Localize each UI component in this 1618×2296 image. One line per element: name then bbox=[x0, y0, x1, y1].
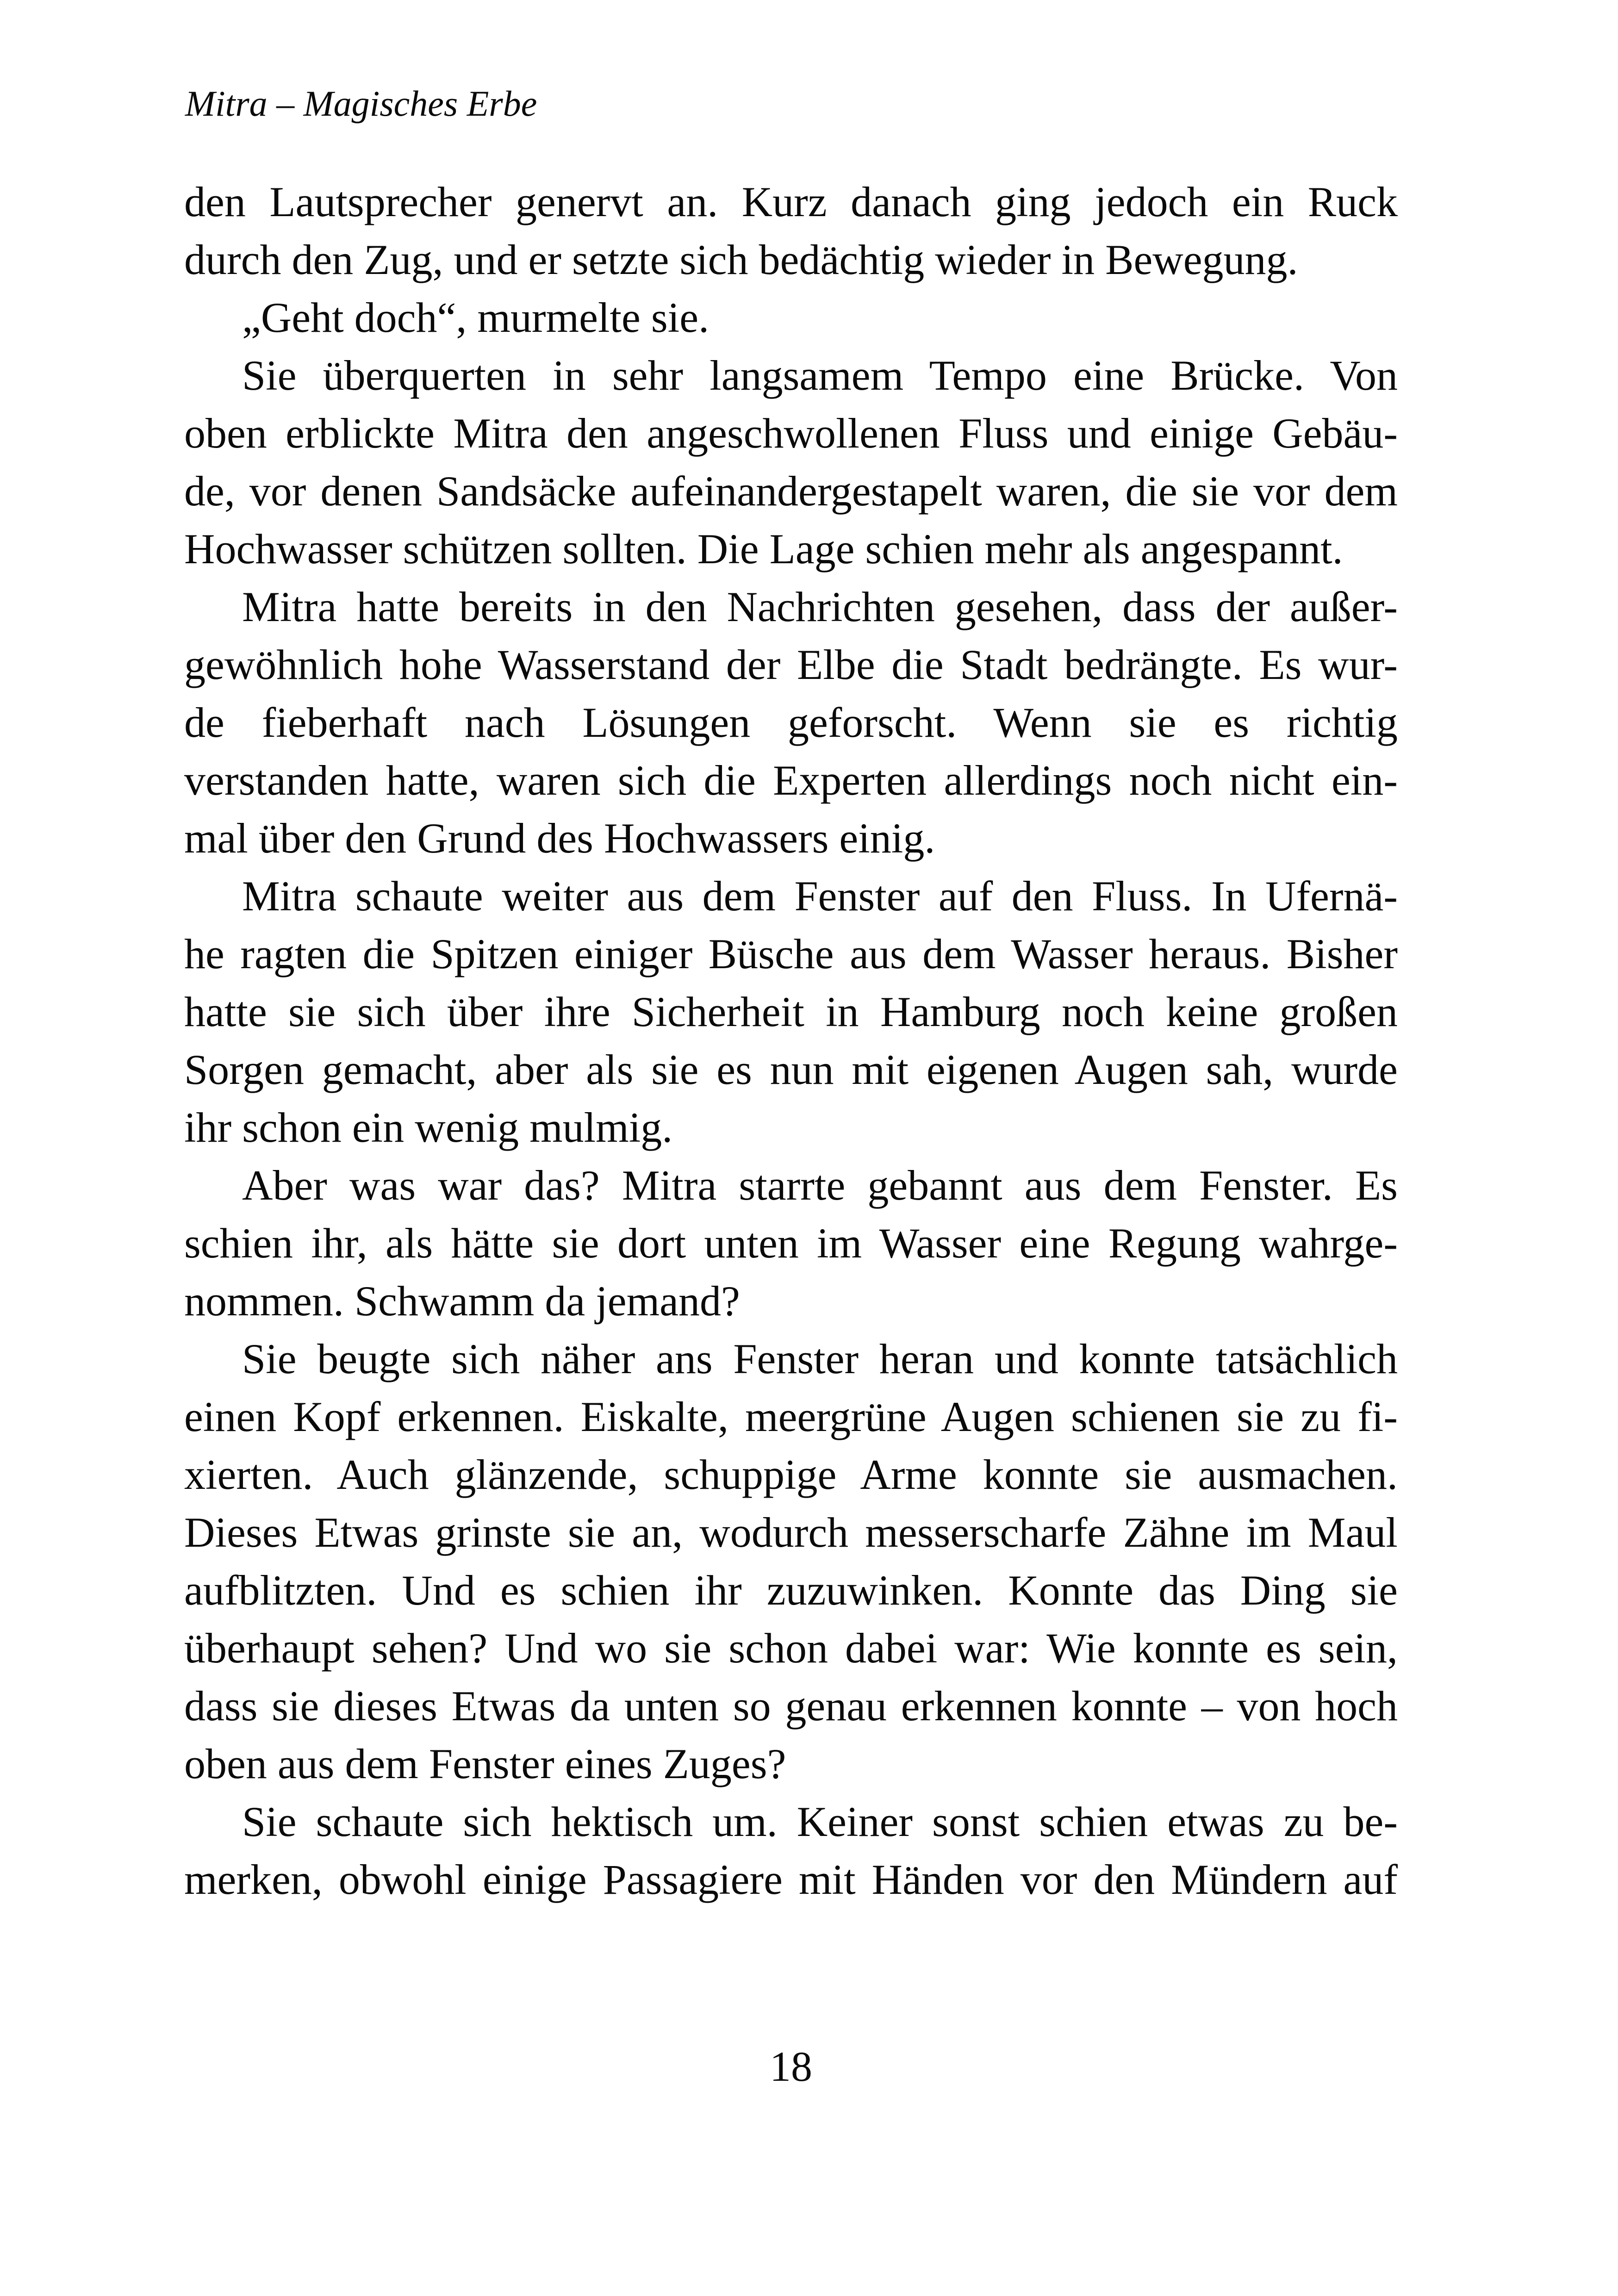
text-line: aufblitzten. Und es schien ihr zuzuwinken. Konnte das Ding sie bbox=[184, 1567, 1398, 1614]
text-line: Dieses Etwas grinste sie an, wodurch messerscharfe Zähne im Maul bbox=[184, 1509, 1398, 1556]
text-line: merken, obwohl einige Passagiere mit Händen vor den Mündern auf bbox=[184, 1856, 1398, 1903]
text-line: schien ihr, als hätte sie dort unten im Wasser eine Regung wahrge- bbox=[184, 1220, 1398, 1267]
running-header: Mitra – Magisches Erbe bbox=[185, 83, 537, 124]
text-line: nommen. Schwamm da jemand? bbox=[184, 1277, 740, 1325]
text-line: xierten. Auch glänzende, schuppige Arme konnte sie ausmachen. bbox=[184, 1451, 1398, 1498]
text-line: de, vor denen Sandsäcke aufeinandergestapelt waren, die sie vor dem bbox=[184, 467, 1398, 515]
text-line: durch den Zug, und er setzte sich bedächtig wieder in Bewegung. bbox=[184, 236, 1298, 283]
text-line: oben erblickte Mitra den angeschwollenen Fluss und einige Gebäu- bbox=[184, 410, 1398, 457]
text-line: oben aus dem Fenster eines Zuges? bbox=[184, 1740, 786, 1787]
text-line: verstanden hatte, waren sich die Experten allerdings noch nicht ein- bbox=[184, 757, 1398, 804]
text-line: einen Kopf erkennen. Eiskalte, meergrüne Augen schienen sie zu fi- bbox=[184, 1393, 1398, 1440]
text-line: Sie überquerten in sehr langsamem Tempo eine Brücke. Von bbox=[242, 352, 1398, 399]
text-line: dass sie dieses Etwas da unten so genau erkennen konnte – von hoch bbox=[184, 1682, 1398, 1730]
text-line: „Geht doch“, murmelte sie. bbox=[242, 294, 709, 341]
text-line: Aber was war das? Mitra starrte gebannt aus dem Fenster. Es bbox=[242, 1162, 1398, 1209]
text-line: de fieberhaft nach Lösungen geforscht. Wenn sie es richtig bbox=[184, 699, 1398, 746]
text-line: Sie schaute sich hektisch um. Keiner sonst schien etwas zu be- bbox=[242, 1798, 1398, 1845]
text-line: mal über den Grund des Hochwassers einig. bbox=[184, 815, 935, 862]
text-line: Hochwasser schützen sollten. Die Lage schien mehr als angespannt. bbox=[184, 525, 1343, 572]
text-line: Sie beugte sich näher ans Fenster heran und konnte tatsächlich bbox=[242, 1335, 1398, 1382]
text-line: überhaupt sehen? Und wo sie schon dabei war: Wie konnte es sein, bbox=[184, 1624, 1398, 1672]
text-line: ihr schon ein wenig mulmig. bbox=[184, 1104, 673, 1151]
text-line: gewöhnlich hohe Wasserstand der Elbe die Stadt bedrängte. Es wur- bbox=[184, 641, 1398, 688]
page-number: 18 bbox=[770, 2043, 812, 2090]
text-line: Mitra schaute weiter aus dem Fenster auf den Fluss. In Ufernä- bbox=[242, 872, 1398, 920]
text-line: hatte sie sich über ihre Sicherheit in Hamburg noch keine großen bbox=[184, 988, 1398, 1035]
text-line: den Lautsprecher genervt an. Kurz danach ging jedoch ein Ruck bbox=[184, 178, 1398, 225]
text-line: Sorgen gemacht, aber als sie es nun mit eigenen Augen sah, wurde bbox=[184, 1046, 1398, 1093]
body-text bbox=[184, 173, 1398, 1909]
text-line: Mitra hatte bereits in den Nachrichten gesehen, dass der außer- bbox=[242, 583, 1398, 630]
text-line: he ragten die Spitzen einiger Büsche aus dem Wasser heraus. Bisher bbox=[184, 930, 1398, 977]
